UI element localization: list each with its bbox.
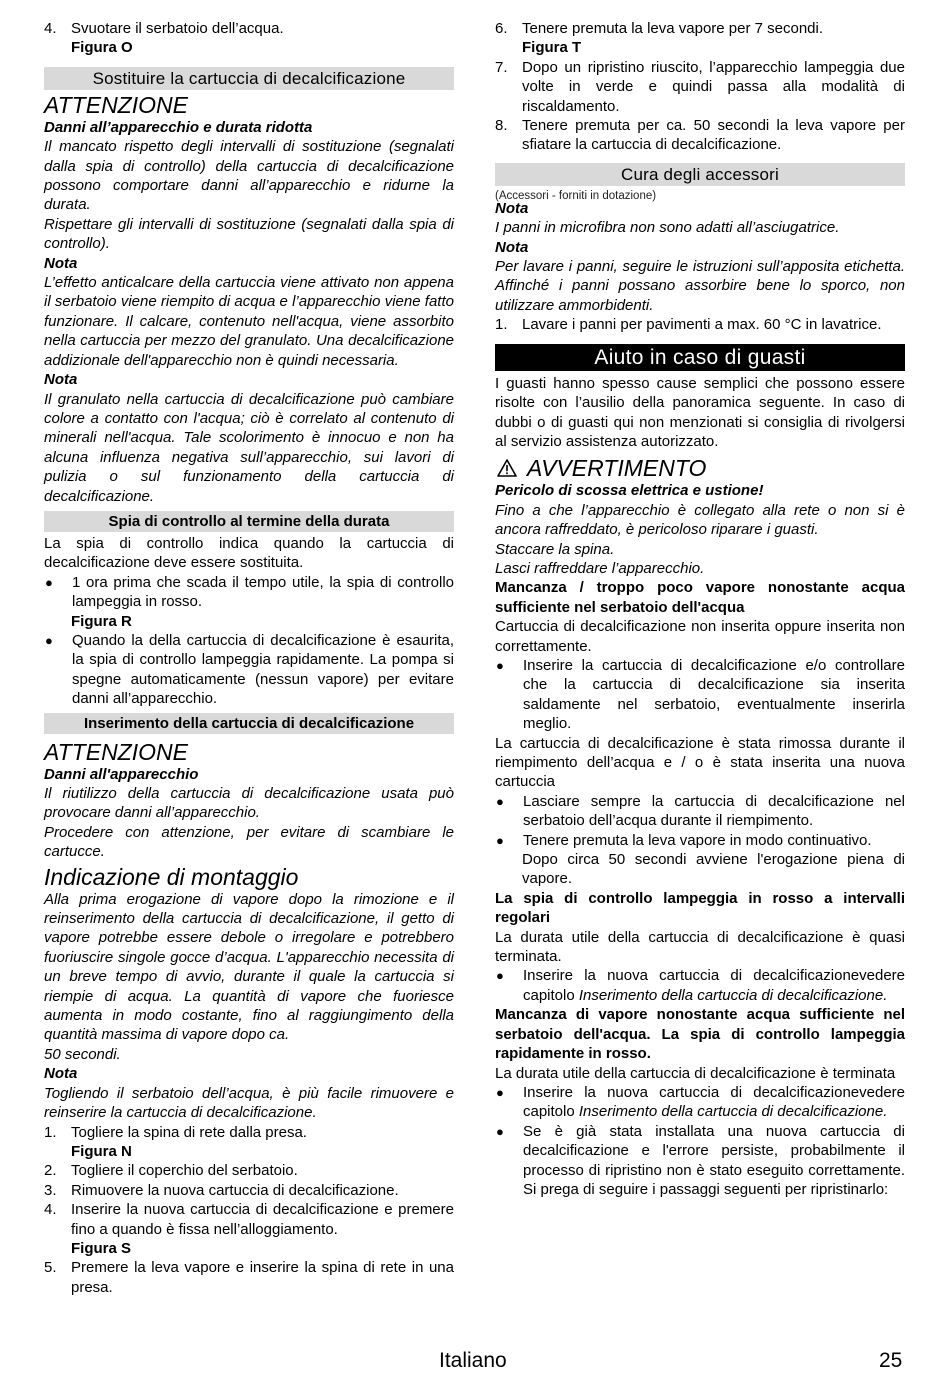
list-item bbox=[495, 831, 905, 850]
step-item bbox=[44, 1123, 454, 1142]
list-item bbox=[44, 573, 454, 612]
step-text: Tenere premuta la leva vapore per 7 secondi. bbox=[522, 20, 824, 37]
bullet-icon: ● bbox=[496, 1123, 504, 1139]
figure-ref-r: Figura R bbox=[71, 612, 132, 630]
step-number: 8. bbox=[495, 117, 508, 135]
step-number: 7. bbox=[495, 58, 508, 76]
attention-text: Rispettare gli intervalli di sostituzione (segnalati dalla spia di controllo). bbox=[44, 215, 454, 253]
note-label: Nota bbox=[44, 1065, 78, 1083]
step-text: Inserire la nuova cartuccia di decalcificazione e premere fino a quando è fissa nell’alloggiamento. bbox=[71, 1201, 454, 1238]
mounting-title: Indicazione di montaggio bbox=[44, 863, 299, 890]
list-item-text bbox=[523, 1083, 905, 1122]
list-item-text: Lasciare sempre la cartuccia di decalcificazione nel serbatoio dell’acqua durante il riempimento. bbox=[523, 792, 905, 830]
warning-text: Fino a che l’apparecchio è collegato alla rete o non si è ancora raffreddato, è pericoloso riparare i guasti. bbox=[495, 501, 905, 539]
list-item bbox=[495, 966, 905, 1005]
warning-text: Staccare la spina. bbox=[495, 540, 615, 558]
step-number: 2. bbox=[44, 1162, 57, 1180]
list-item-text: 1 ora prima che scada il tempo utile, la spia di controllo lampeggia in rosso. bbox=[72, 573, 454, 611]
bullet-icon: ● bbox=[496, 968, 504, 984]
note-text: Per lavare i panni, seguire le istruzioni sull’apposita etichetta. Affinché i panni possano assorbire bene lo sporco, non utilizzare ammorbidenti. bbox=[495, 258, 905, 314]
list-item-text: Se è già stata installata una nuova cartuccia di decalcificazione e l'errore persiste, probabilmente il processo di ripristino non è stato eseguito correttamente. Si prega di seguire i passaggi seguenti per ripristinarlo: bbox=[523, 1122, 905, 1198]
note-text: I panni in microfibra non sono adatti all’asciugatrice. bbox=[495, 219, 840, 237]
list-item bbox=[495, 656, 905, 734]
step-item bbox=[44, 1200, 454, 1239]
section-title-troubleshooting: Aiuto in caso di guasti bbox=[495, 344, 905, 371]
step-number: 6. bbox=[495, 20, 508, 37]
step-text: Dopo un ripristino riuscito, l’apparecchio lampeggia due volte in verde e quindi passa alla modalità di riscaldamento. bbox=[522, 58, 905, 115]
note-label: Nota bbox=[44, 371, 78, 389]
step-item bbox=[495, 58, 905, 116]
warning-subtitle: Pericolo di scossa elettrica e ustione! bbox=[495, 482, 764, 500]
fault-cause: La durata utile della cartuccia di decalcificazione è terminata bbox=[495, 1064, 896, 1082]
bullet-icon: ● bbox=[496, 657, 504, 673]
warning-header bbox=[495, 455, 905, 481]
bullet-icon: ● bbox=[496, 793, 504, 809]
list-item-text bbox=[523, 966, 905, 1005]
list-item-text: Tenere premuta la leva vapore in modo continuativo. bbox=[523, 831, 872, 849]
list-item-text-main: Inserire la nuova cartuccia di decalcificazionevedere capitolo bbox=[523, 1083, 905, 1121]
step-text: Svuotare il serbatoio dell’acqua. bbox=[71, 20, 284, 37]
step-text: Premere la leva vapore e inserire la spina di rete in una presa. bbox=[71, 1259, 454, 1296]
list-item bbox=[495, 792, 905, 831]
bullet-icon: ● bbox=[45, 574, 53, 590]
note-text: Il granulato nella cartuccia di decalcificazione può cambiare colore a contatto con l'acqua; ciò è correlato al contenuto di minerali nell'acqua. Tale scolorimento è innocuo e non ha alcuna influenza negativa sull’apparecchio, sui lavori di pulizia o sul funzionamento della cartuccia di decalcificazione. bbox=[44, 390, 454, 505]
mounting-text: 50 secondi. bbox=[44, 1045, 121, 1063]
step-number: 4. bbox=[44, 1201, 57, 1219]
list-item-continuation: Dopo circa 50 secondi avviene l'erogazione piena di vapore. bbox=[522, 851, 905, 888]
step-item bbox=[44, 1161, 454, 1180]
lamp-intro: La spia di controllo indica quando la cartuccia di decalcificazione deve essere sostituita. bbox=[44, 534, 454, 572]
step-text: Togliere la spina di rete dalla presa. bbox=[71, 1123, 307, 1141]
chapter-reference: Inserimento della cartuccia di decalcificazione. bbox=[578, 1103, 888, 1121]
figure-ref-n: Figura N bbox=[71, 1142, 132, 1160]
step-number: 1. bbox=[495, 316, 508, 334]
right-column bbox=[495, 19, 905, 1199]
list-item bbox=[44, 631, 454, 709]
list-item bbox=[495, 1122, 905, 1200]
list-item-text: Quando la della cartuccia di decalcificazione è esaurita, la spia di controllo lampeggia rapidamente. La pompa si spegne automaticamente (nessun vapore) per evitare danni all’apparecchio. bbox=[72, 631, 454, 708]
note-label: Nota bbox=[44, 254, 78, 272]
figure-ref-t: Figura T bbox=[522, 39, 582, 57]
step-item bbox=[44, 1181, 454, 1200]
attention-text: Il riutilizzo della cartuccia di decalcificazione usata può provocare danni all’apparecchio. bbox=[44, 785, 454, 822]
accessories-note: (Accessori - forniti in dotazione) bbox=[495, 189, 657, 202]
fault-title: Mancanza di vapore nonostante acqua sufficiente nel serbatoio dell'acqua. La spia di controllo lampeggia rapidamente in rosso. bbox=[495, 1006, 905, 1063]
bullet-icon: ● bbox=[45, 632, 53, 648]
footer-language: Italiano bbox=[439, 1349, 507, 1372]
attention-text: Il mancato rispetto degli intervalli di sostituzione (segnalati dalla spia di controllo) della cartuccia di decalcificazione possono comportare danni all’apparecchio e ridurne la durata. bbox=[44, 138, 454, 214]
step-text: Tenere premuta per ca. 50 secondi la leva vapore per sfiatare la cartuccia di decalcificazione. bbox=[522, 117, 905, 154]
step-number: 3. bbox=[44, 1181, 57, 1199]
note-text: L’effetto anticalcare della cartuccia viene attivato non appena il serbatoio viene riempito di acqua e l’apparecchio viene fatto funzionare. Il calcare, contenuto nell'acqua, viene assorbito nella cartuccia per mezzo del granulato. Una decalcificazione addizionale dell'apparecchio non è quindi necessaria. bbox=[44, 274, 454, 369]
list-item-text-main: Inserire la nuova cartuccia di decalcificazionevedere capitolo bbox=[523, 967, 905, 1004]
chapter-reference: Inserimento della cartuccia di decalcificazione. bbox=[578, 986, 888, 1004]
heading-insert-cartridge: Inserimento della cartuccia di decalcificazione bbox=[44, 713, 454, 734]
mounting-text: Alla prima erogazione di vapore dopo la rimozione e il reinserimento della cartuccia di decalcificazione, il getto di vapore potrebbe essere debole o irregolare e potrebbero fuoriuscire singole gocce d’acqua. L'apparecchio necessita di un breve tempo di avvio, durante il quale la cartuccia si riempie di acqua. La quantità di vapore che fuoriesce aumenta in modo costante, fino al raggiungimento della quantità massima di vapore dopo ca. bbox=[44, 890, 454, 1044]
step-number: 4. bbox=[44, 20, 57, 37]
figure-ref-o: Figura O bbox=[71, 39, 133, 57]
fault-cause: La cartuccia di decalcificazione è stata rimossa durante il riempimento dell’acqua e / o è stata inserita una nuova cartuccia bbox=[495, 734, 905, 791]
note-label: Nota bbox=[495, 199, 529, 217]
bullet-icon: ● bbox=[496, 1084, 504, 1100]
steps-list bbox=[44, 1123, 454, 1298]
step-text: Lavare i panni per pavimenti a max. 60 °C in lavatrice. bbox=[522, 316, 882, 334]
warning-text: Lasci raffreddare l’apparecchio. bbox=[495, 559, 705, 577]
step-4 bbox=[44, 19, 454, 38]
fault-title: Mancanza / troppo poco vapore nonostante acqua sufficiente nel serbatoio dell'acqua bbox=[495, 579, 905, 616]
step-item bbox=[495, 19, 905, 38]
note-text: Togliendo il serbatoio dell’acqua, è più facile rimuovere e reinserire la cartuccia di decalcificazione. bbox=[44, 1084, 454, 1122]
page-number: 25 bbox=[879, 1349, 903, 1372]
left-column bbox=[44, 19, 454, 1297]
bullet-icon: ● bbox=[496, 832, 504, 848]
troubleshooting-intro: I guasti hanno spesso cause semplici che possono essere risolte con l’ausilio della panoramica seguente. In caso di dubbi o di guasti qui non menzionati si consiglia di rivolgersi al servizio assistenza autorizzato. bbox=[495, 374, 905, 450]
note-label: Nota bbox=[495, 238, 529, 256]
list-item-text: Inserire la cartuccia di decalcificazione e/o controllare che la cartuccia di decalcificazione sia inserita saldamente nel serbatoio, eventualmente inserirla meglio. bbox=[523, 656, 905, 733]
fault-cause: La durata utile della cartuccia di decalcificazione è quasi terminata. bbox=[495, 928, 905, 966]
fault-title: La spia di controllo lampeggia in rosso a intervalli regolari bbox=[495, 889, 905, 927]
attention-title: ATTENZIONE bbox=[44, 91, 188, 118]
heading-control-lamp: Spia di controllo al termine della durata bbox=[44, 511, 454, 532]
list-item bbox=[495, 1083, 905, 1122]
warning-triangle-icon bbox=[497, 459, 517, 477]
step-text: Togliere il coperchio del serbatoio. bbox=[71, 1162, 298, 1180]
attention-text: Procedere con attenzione, per evitare di scambiare le cartucce. bbox=[44, 823, 454, 861]
attention-title: ATTENZIONE bbox=[44, 738, 188, 765]
heading-accessory-care: Cura degli accessori bbox=[495, 163, 905, 186]
step-item bbox=[44, 1258, 454, 1297]
step-item bbox=[495, 116, 905, 155]
step-number: 1. bbox=[44, 1123, 57, 1141]
step-text: Rimuovere la nuova cartuccia di decalcificazione. bbox=[71, 1181, 399, 1199]
attention-subtitle: Danni all'apparecchio bbox=[44, 765, 199, 783]
step-number: 5. bbox=[44, 1259, 57, 1277]
step-item bbox=[495, 315, 905, 334]
warning-title: AVVERTIMENTO bbox=[527, 455, 707, 482]
fault-cause: Cartuccia di decalcificazione non inserita oppure inserita non correttamente. bbox=[495, 618, 905, 655]
attention-subtitle: Danni all’apparecchio e durata ridotta bbox=[44, 118, 313, 136]
figure-ref-s: Figura S bbox=[71, 1239, 132, 1257]
heading-replace-cartridge: Sostituire la cartuccia di decalcificazione bbox=[44, 67, 454, 90]
